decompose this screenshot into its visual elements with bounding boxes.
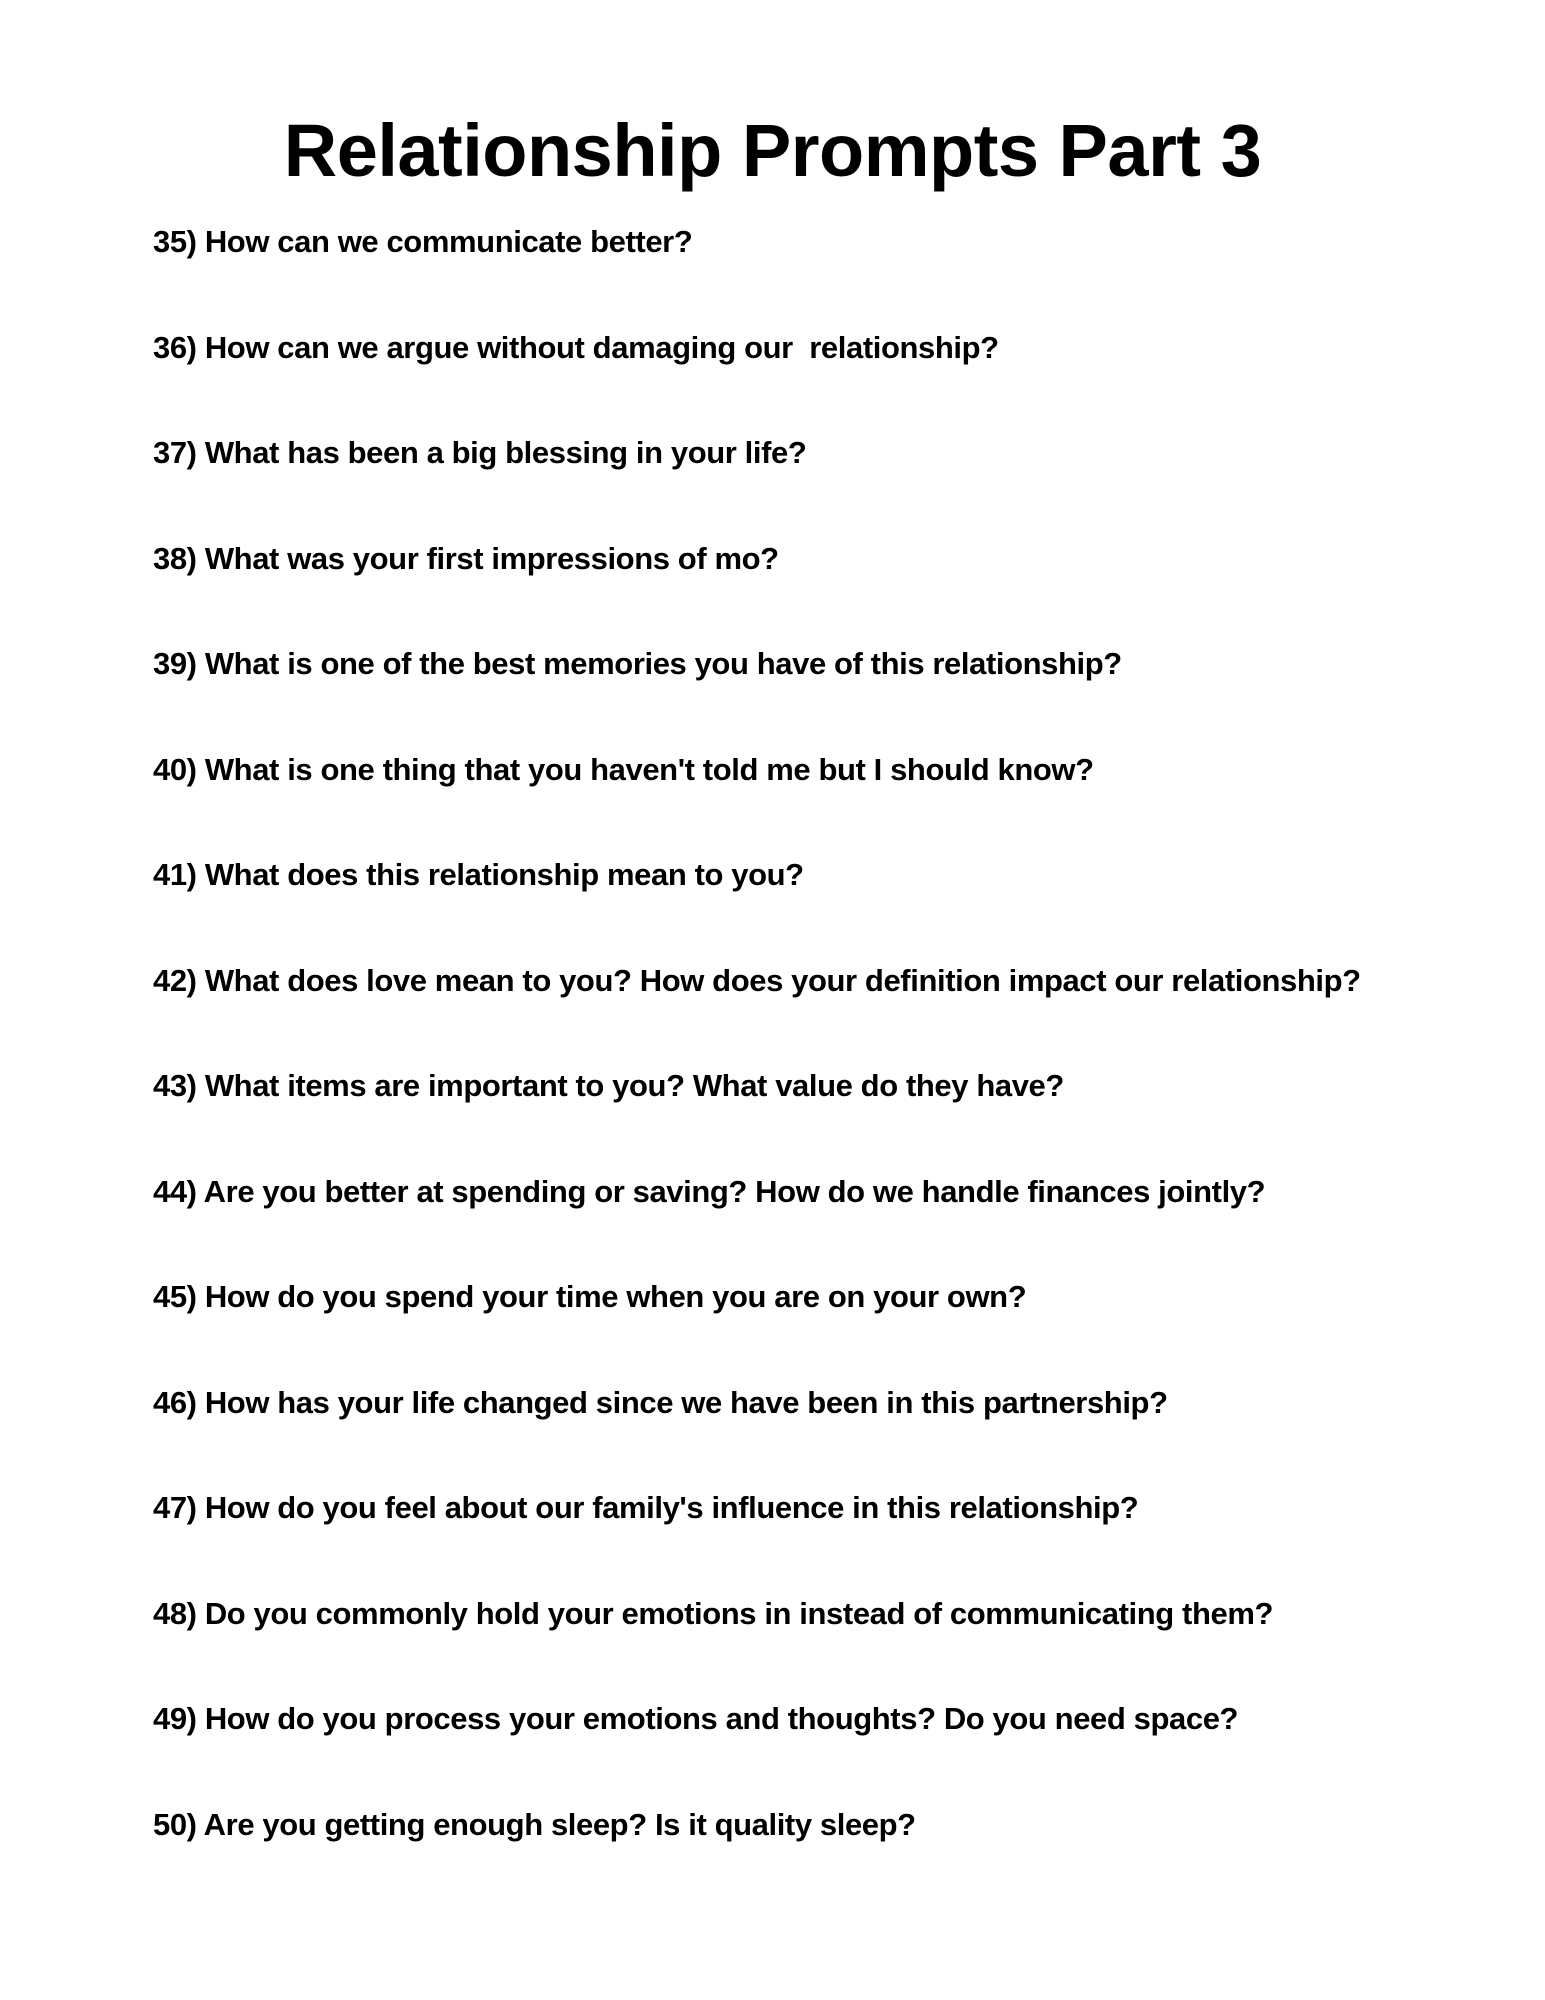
prompt-item: 41) What does this relationship mean to you?	[153, 857, 804, 892]
prompt-item: 50) Are you getting enough sleep? Is it quality sleep?	[153, 1806, 916, 1842]
prompt-item: 47) How do you feel about our family's influence in this relationship?	[153, 1490, 1139, 1525]
prompt-item: 35) How can we communicate better?	[153, 224, 693, 259]
prompt-item: 45) How do you spend your time when you are on your own?	[153, 1279, 1027, 1314]
prompt-item: 38) What was your first impressions of mo?	[153, 540, 779, 576]
prompt-item: 43) What items are important to you? What value do they have?	[153, 1068, 1064, 1103]
prompt-item: 48) Do you commonly hold your emotions in instead of communicating them?	[153, 1595, 1274, 1631]
prompt-item: 39) What is one of the best memories you have of this relationship?	[153, 646, 1122, 681]
page-title: Relationship Prompts Part 3	[283, 109, 1262, 192]
prompt-item: 46) How has your life changed since we have been in this partnership?	[153, 1384, 1168, 1420]
prompt-item: 42) What does love mean to you? How does your definition impact our relationship?	[153, 962, 1361, 998]
prompt-item: 40) What is one thing that you haven't told me but I should know?	[153, 751, 1094, 787]
prompt-list	[153, 220, 1361, 1908]
prompt-item: 36) How can we argue without damaging our relationship?	[153, 329, 999, 365]
prompt-item: 49) How do you process your emotions and thoughts? Do you need space?	[153, 1701, 1239, 1736]
prompt-item: 37) What has been a big blessing in your life?	[153, 435, 807, 470]
prompt-item: 44) Are you better at spending or saving? How do we handle finances jointly?	[153, 1173, 1266, 1209]
